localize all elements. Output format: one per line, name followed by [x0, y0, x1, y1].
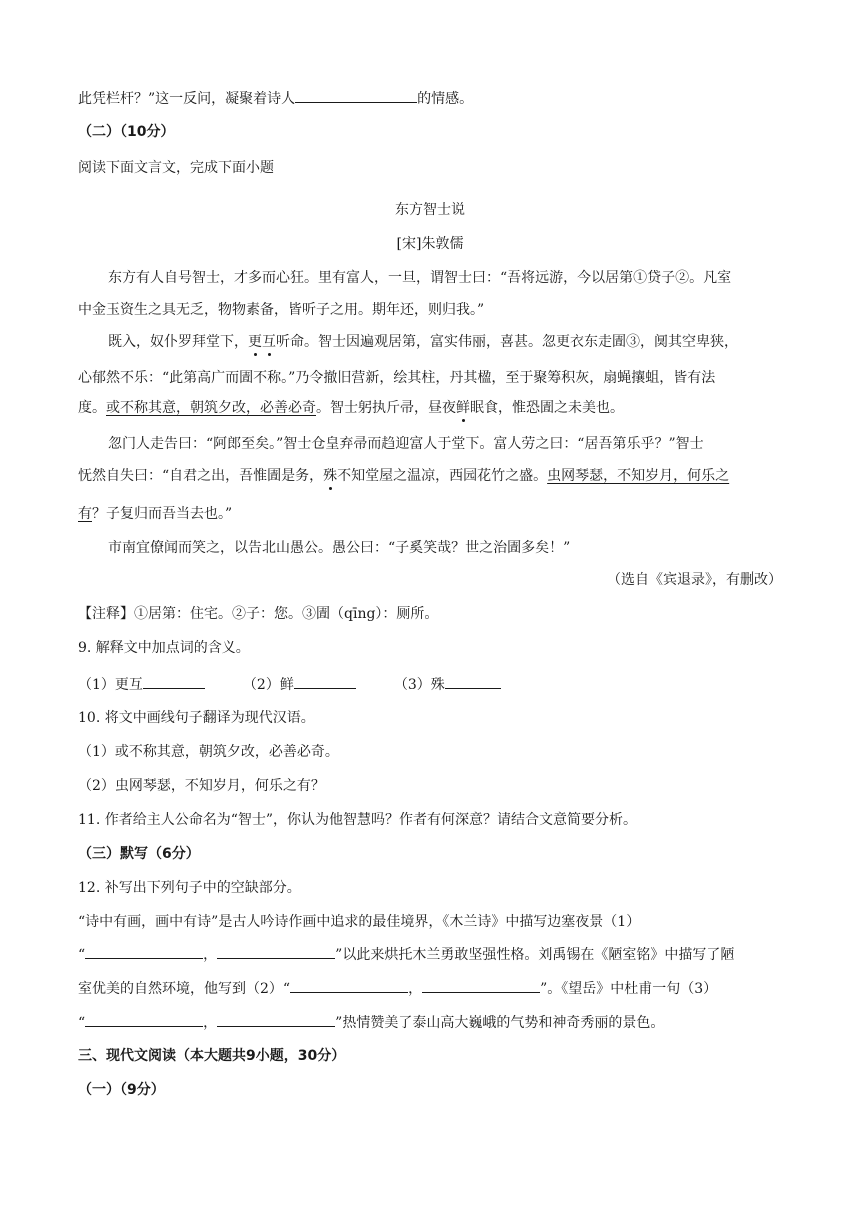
passage-line: 中金玉资生之具无乏，物物素备，皆听子之用。期年还，则归我。” [78, 302, 485, 318]
question-10-item: （1）或不称其意，朝筑夕改，必善必奇。 [78, 744, 339, 760]
underlined-sentence: 有 [78, 506, 92, 522]
passage-line: 忽门人走告曰：“阿郎至矣。”智士仓皇弃帚而趋迎富人于堂下。富人劳之曰：“居吾第乐乎？”智士 [108, 436, 704, 452]
part-heading: 三、现代文阅读（本大题共9小题，30分） [78, 1048, 346, 1064]
instruction: 阅读下面文言文，完成下面小题 [78, 160, 274, 176]
dictation-line: “诗中有画，画中有诗”是古人吟诗作画中追求的最佳境界，《木兰诗》中描写边塞夜景（1） [78, 914, 641, 930]
underlined-sentence: 虫网琴瑟，不知岁月，何乐之 [547, 468, 730, 484]
section-heading: （二）（10分） [78, 124, 175, 140]
annotation-note: 【注释】①居第：住宅。②子：您。③圊（qīng）：厕所。 [78, 606, 439, 622]
passage-line: 怃然自失曰：“自君之出，吾惟圊是务，殊不知堂屋之温凉，西园花竹之盛。虫网琴瑟，不知岁月，何乐之 [78, 468, 730, 484]
passage-author: [宋]朱敦儒 [396, 236, 464, 252]
passage-source: （选自《宾退录》，有删改） [607, 572, 782, 588]
dictation-line: “ ， ”以此来烘托木兰勇敢坚强性格。刘禹锡在《陋室铭》中描写了陋 [78, 944, 734, 965]
answer-blank[interactable] [290, 978, 408, 993]
answer-blank[interactable] [217, 1012, 335, 1027]
answer-blank[interactable] [295, 88, 417, 103]
question-10-item: （2）虫网琴瑟，不知岁月，何乐之有？ [78, 778, 325, 794]
answer-blank[interactable] [217, 944, 335, 959]
question-10: 10. 将文中画线句子翻译为现代汉语。 [78, 710, 315, 726]
passage-line: 既入，奴仆罗拜堂下，更互听命。智士因遍观居第，富实伟丽，喜甚。忽更衣东走圊③，阒其空卑狭， [108, 334, 738, 350]
dotted-word: 鲜 [456, 400, 470, 416]
answer-blank[interactable] [85, 944, 203, 959]
section-heading: （三）默写（6分） [78, 846, 200, 862]
question-11: 11. 作者给主人公命名为“智士”，你认为他智慧吗？作者有何深意？请结合文意简要分析。 [78, 812, 638, 828]
underlined-sentence: 或不称其意，朝筑夕改，必善必奇 [106, 400, 316, 416]
passage-line: 心郁然不乐：“此第高广而圊不称。”乃令撤旧营新，绘其柱，丹其楹，至于聚筹积灰，扇蝇攘蛆，皆有法 [78, 370, 716, 386]
answer-blank[interactable] [422, 978, 540, 993]
dotted-word: 互 [262, 334, 276, 350]
poem-question-line: 此凭栏杆？”这一反问，凝聚着诗人 的情感。 [78, 88, 473, 109]
question-9: 9. 解释文中加点词的含义。 [78, 640, 250, 656]
dictation-line: “ ， ”热情赞美了泰山高大巍峨的气势和神奇秀丽的景色。 [78, 1012, 664, 1033]
dictation-line: 室优美的自然环境，他写到（2）“ ， ”。《望岳》中杜甫一句（3） [78, 978, 717, 999]
question-9-items: （1）更互 （2）鲜 （3）殊 [78, 674, 501, 695]
answer-blank[interactable] [445, 674, 501, 689]
dotted-word: 更 [248, 334, 262, 350]
passage-line: 度。或不称其意，朝筑夕改，必善必奇。智士躬执斤帚，昼夜鲜眠食，惟恐圊之未美也。 [78, 400, 624, 416]
passage-line: 有？子复归而吾当去也。” [78, 506, 233, 522]
section-heading: （一）（9分） [78, 1082, 165, 1098]
dotted-word: 殊 [323, 468, 338, 484]
question-12: 12. 补写出下列句子中的空缺部分。 [78, 880, 301, 896]
answer-blank[interactable] [294, 674, 356, 689]
passage-line: 市南宜僚闻而笑之，以告北山愚公。愚公曰：“子奚笑哉？世之治圊多矣！” [108, 540, 571, 556]
passage-title: 东方智士说 [395, 202, 465, 218]
answer-blank[interactable] [143, 674, 205, 689]
answer-blank[interactable] [85, 1012, 203, 1027]
passage-line: 东方有人自号智士，才多而心狂。里有富人，一旦，谓智士曰：“吾将远游，今以居第①贷子②。凡室 [108, 270, 732, 286]
